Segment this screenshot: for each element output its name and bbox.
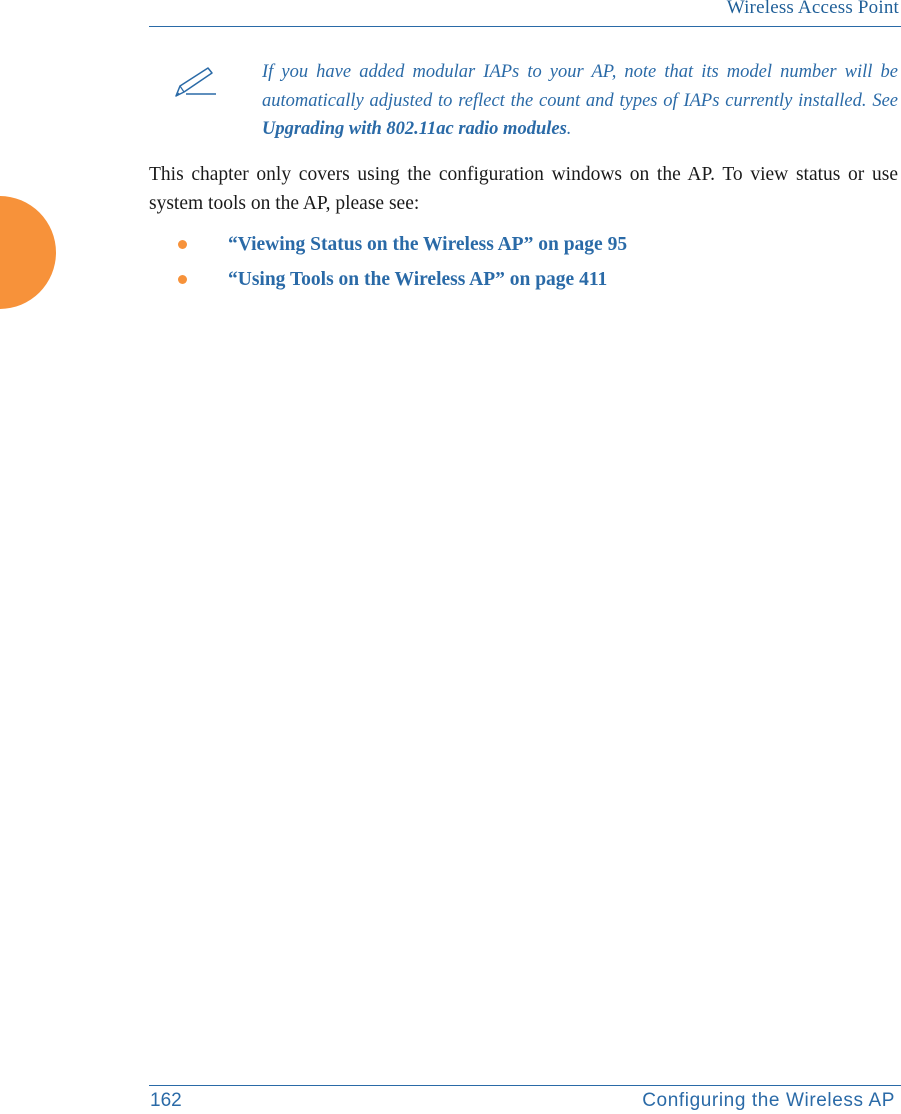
body-paragraph: This chapter only covers using the configuration windows on the AP. To view status or use system tools on the AP, please see:: [149, 164, 898, 214]
link-using-tools[interactable]: “Using Tools on the Wireless AP” on page 411: [228, 269, 608, 290]
footer-chapter-title: Configuring the Wireless AP: [642, 1090, 895, 1111]
footer-divider: [149, 1085, 901, 1086]
list-item: [178, 265, 627, 300]
page-header-title: Wireless Access Point: [726, 0, 899, 18]
bullet-dot-icon: [178, 240, 187, 249]
link-viewing-status[interactable]: “Viewing Status on the Wireless AP” on page 95: [228, 234, 628, 255]
note-link-upgrading[interactable]: Upgrading with 802.11ac radio modules: [262, 119, 567, 139]
note-text-before: If you have added modular IAPs to your AP, note that its model number will be automatically adjusted to reflect the count and types of IAPs currently installed. See: [262, 62, 898, 111]
bullet-dot-icon: [178, 275, 187, 284]
see-also-list: [178, 230, 627, 300]
list-item: [178, 230, 627, 265]
header-divider: [149, 26, 901, 27]
chapter-side-tab: [0, 196, 56, 309]
note-text-after: .: [566, 119, 572, 139]
pencil-note-icon: [172, 66, 218, 100]
note-text: [262, 58, 898, 144]
footer-page-number: 162: [150, 1090, 182, 1111]
